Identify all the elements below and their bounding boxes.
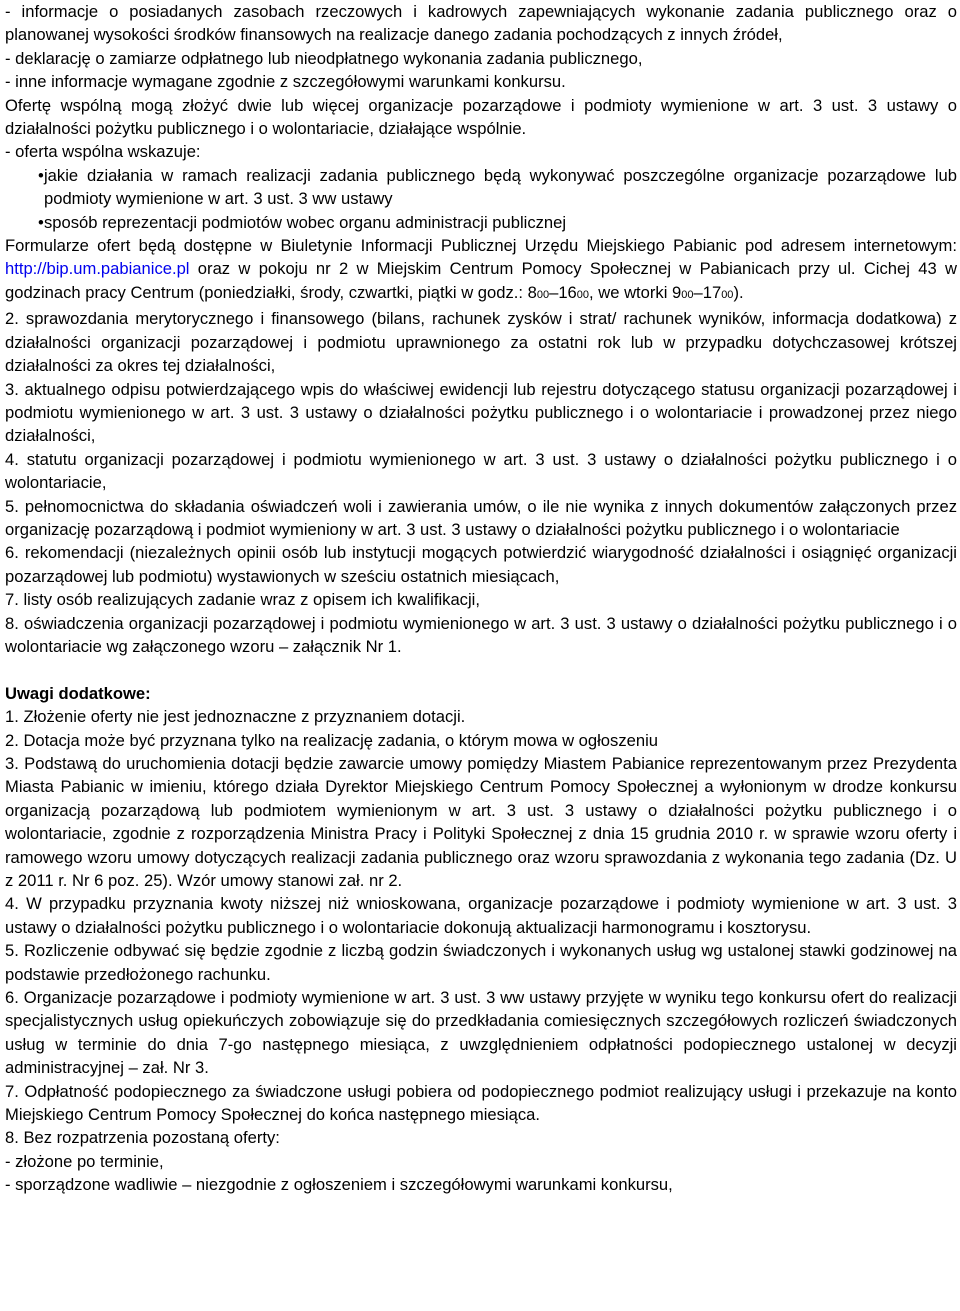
time-minutes: 00: [576, 288, 590, 301]
time-minutes: 00: [681, 288, 694, 301]
remark-item: 2. Dotacja może być przyznana tylko na realizację zadania, o którym mowa w ogłoszeniu: [5, 730, 658, 750]
numbered-item: 4. statutu organizacji pozarządowej i podmiotu wymienionego w art. 3 ust. 3 ustawy o działalności pożytku publicznego i o wolontariacie,: [5, 449, 957, 493]
forms-text: Formularze ofert będą dostępne w Biuletynie Informacji Publicznej Urzędu Miejskiego Pabianic pod adresem internetowym:: [5, 236, 957, 256]
forms-text: oraz w pokoju nr 2 w Miejskim Centrum Pomocy Społecznej w Pabianicach przy ul. Cichej 43 w godzinach pracy Centrum (poniedziałki, środy, czwartki, piątki w godz.: 8: [5, 259, 957, 302]
remark-item: 6. Organizacje pozarządowe i podmioty wymienione w art. 3 ust. 3 ww ustawy przyjęte w wyniku tego konkursu ofert do realizacji specjalistycznych usług opiekuńczych zobowiązuje się do przedkładania comiesięcznych szczegółowych rozliczeń świadczonych usług w terminie do dnia 7-go następnego miesiąca, z uwzględnieniem odpłatności podopiecznego ustalonej w decyzji administracyjnej – zał. Nr 3.: [5, 988, 957, 1078]
time-minutes: 00: [721, 288, 734, 301]
bullet-item: [5, 164, 957, 211]
bullet-text: jakie działania w ramach realizacji zadania publicznego będą wykonywać poszczególne organizacje pozarządowe lub podmioty wymienione w art. 3 ust. 3 ww ustawy: [44, 165, 957, 209]
numbered-item: 6. rekomendacji (niezależnych opinii osób lub instytucji mogących potwierdzić wiarygodność działalności i osiągnięć organizacji pozarządowej lub podmiotu) wystawionych w sześciu ostatnich miesiącach,: [5, 543, 957, 586]
joint-offer-label: - oferta wspólna wskazuje:: [5, 142, 201, 162]
time-minutes: 00: [536, 288, 550, 301]
spacer: [5, 658, 957, 681]
forms-text: –16: [549, 282, 577, 302]
numbered-item: 8. oświadczenia organizacji pozarządowej i podmiotu wymienionego w art. 3 ust. 3 ustawy o działalności pożytku publicznego i o wolontariacie wg załączonego wzoru – załącznik Nr 1.: [5, 613, 957, 656]
remark-item: 1. Złożenie oferty nie jest jednoznaczne z przyznaniem dotacji.: [5, 707, 466, 727]
remark-item: 7. Odpłatność podopiecznego za świadczone usługi pobiera od podopiecznego podmiot realizujący usługi i przekazuje na konto Miejskiego Centrum Pomocy Społecznej do końca następnego miesiąca.: [5, 1081, 957, 1125]
bullet-text: sposób reprezentacji podmiotów wobec organu administracji publicznej: [44, 212, 567, 232]
list-item: - deklarację o zamiarze odpłatnego lub nieodpłatnego wykonania zadania publicznego,: [5, 48, 643, 68]
forms-text: , we wtorki 9: [589, 282, 682, 302]
forms-paragraph: [5, 234, 957, 307]
numbered-item: 7. listy osób realizujących zadanie wraz z opisem ich kwalifikacji,: [5, 590, 480, 610]
bullet-icon: •: [38, 165, 44, 185]
remark-item: 8. Bez rozpatrzenia pozostaną oferty:: [5, 1128, 280, 1148]
forms-text: –17: [693, 282, 722, 302]
numbered-item: 2. sprawozdania merytorycznego i finansowego (bilans, rachunek zysków i strat/ rachunek wyników, informacja dodatkowa) z działalności organizacji pozarządowej i podmiotu uprawnionego za ostatni rok lub w przypadku dotychczasowej krótszej działalności za okres tej działalności,: [5, 309, 957, 376]
joint-offer-intro: Ofertę wspólną mogą złożyć dwie lub więcej organizacje pozarządowe i podmioty wymienione w art. 3 ust. 3 ustawy o działalności pożytku publicznego i o wolontariacie, działające wspólnie.: [5, 95, 957, 139]
list-item: - inne informacje wymagane zgodnie z szczegółowymi warunkami konkursu.: [5, 72, 566, 92]
numbered-item: 3. aktualnego odpisu potwierdzającego wpis do właściwej ewidencji lub rejestru dotyczącego statusu organizacji pozarządowej i podmiotu wymienionego w art. 3 ust. 3 ustawy o działalności pożytku publicznego i o wolontariacie i prowadzonej przez niego działalności,: [5, 379, 957, 446]
bullet-item: [5, 211, 957, 234]
forms-text: ).: [733, 282, 744, 302]
remark-item: 3. Podstawą do uruchomienia dotacji będzie zawarcie umowy pomiędzy Miastem Pabianice reprezentowanym przez Prezydenta Miasta Pabianic w imieniu, którego działa Dyrektor Miejskiego Centrum Pomocy Społecznej a wyłonionym w drodze konkursu organizacją pozarządową lub podmiotem wymienionym w art. 3 ust. 3 ustawy o działalności pożytku publicznego i o wolontariacie, zgodnie z rozporządzenia Ministra Pracy i Polityki Społecznej z dnia 15 grudnia 2010 r. w sprawie wzoru oferty i ramowego wzoru umowy dotyczących realizacji zadania publicznego oraz wzoru sprawozdania z wykonania tego zadania (Dz. U z 2011 r. Nr 6 poz. 25). Wzór umowy stanowi zał. nr 2.: [5, 753, 957, 891]
remark-item: 4. W przypadku przyznania kwoty niższej niż wnioskowana, organizacje pozarządowe i podmioty wymienione w art. 3 ust. 3 ustawy o działalności pożytku publicznego i o wolontariacie dokonują aktualizacji harmonogramu i kosztorysu.: [5, 894, 957, 937]
bullet-icon: •: [38, 212, 44, 232]
numbered-item: 5. pełnomocnictwa do składania oświadczeń woli i zawierania umów, o ile nie wynika z innych dokumentów załączonych przez organizację pozarządową i podmiot wymieniony w art. 3 ust. 3 ustawy o działalności pożytku publicznego i o wolontariacie: [5, 496, 957, 539]
bip-link[interactable]: http://bip.um.pabianice.pl: [5, 259, 190, 279]
remark-item: - sporządzone wadliwie – niezgodnie z ogłoszeniem i szczegółowymi warunkami konkursu,: [5, 1175, 673, 1195]
list-item: - informacje o posiadanych zasobach rzeczowych i kadrowych zapewniających wykonanie zadania publicznego oraz o planowanej wysokości środków finansowych na realizacje danego zadania pochodzących z innych źródeł,: [5, 2, 957, 45]
remarks-heading: Uwagi dodatkowe:: [5, 683, 151, 703]
remark-item: 5. Rozliczenie odbywać się będzie zgodnie z liczbą godzin świadczonych i wykonanych usług wg ustalonej stawki godzinowej na podstawie przedłożonego rachunku.: [5, 941, 957, 984]
remark-item: - złożone po terminie,: [5, 1151, 164, 1171]
